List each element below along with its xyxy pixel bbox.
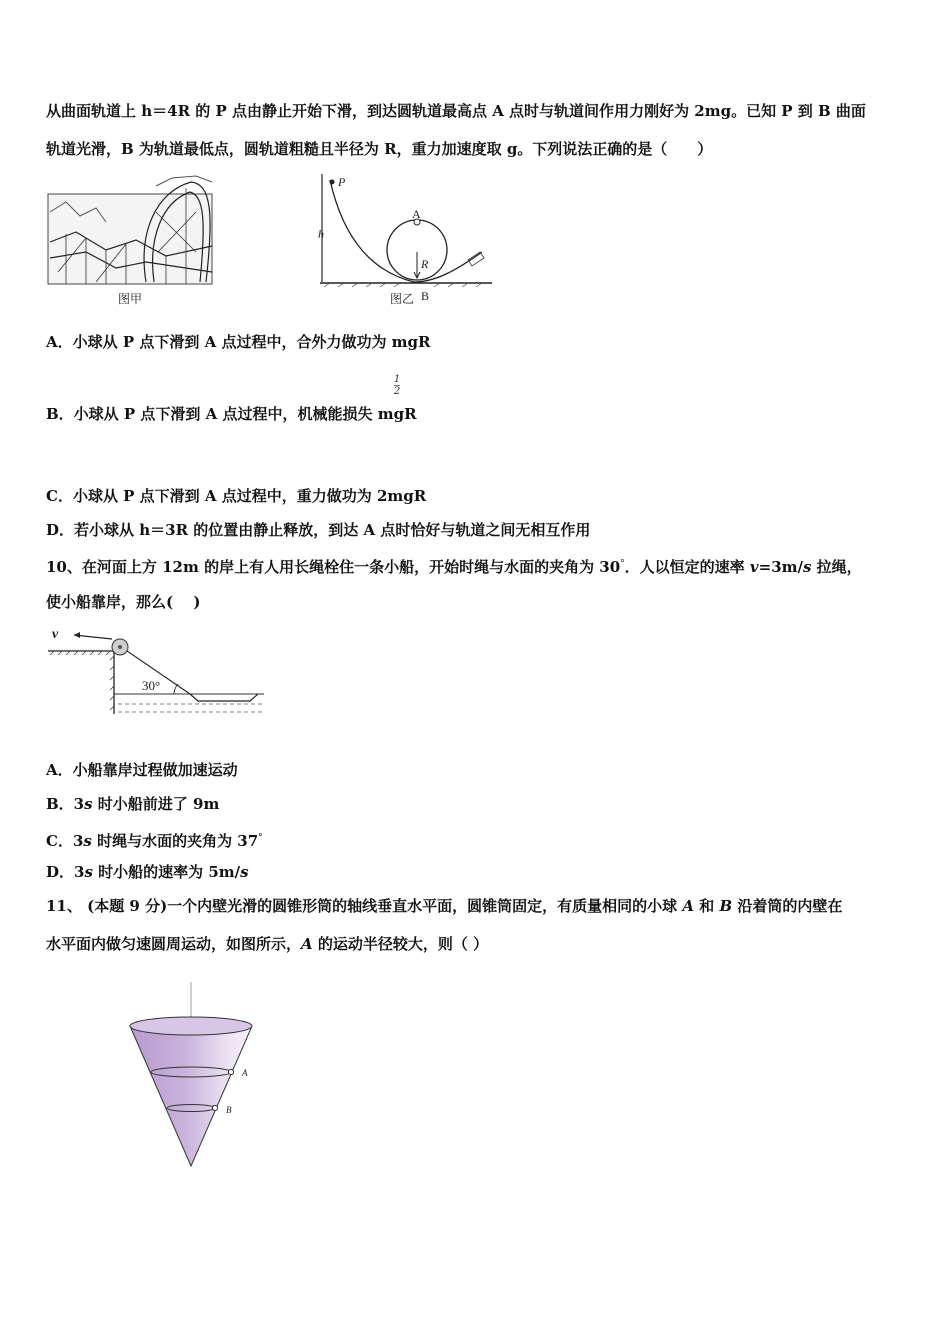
q11-fig-label-b: B — [226, 1105, 232, 1115]
q9-fraction-denominator: 2 — [393, 386, 401, 397]
q10-velocity-symbol: v — [749, 558, 759, 576]
q11-figure-cone — [120, 980, 270, 1174]
q10-option-b-unit: s — [84, 795, 93, 813]
q11-stem-text-2: 和 — [694, 897, 720, 915]
q10-option-b-text: 时小船前进了 9m — [92, 795, 220, 813]
q11-stem-text-3: 沿着筒的内壁在 — [732, 897, 843, 915]
q11-ball-b-symbol: B — [719, 897, 733, 915]
q9-option-a: A．小球从 P 点下滑到 A 点过程中，合外力做功为 mgR — [46, 333, 431, 351]
q10-option-d-prefix: D．3 — [46, 863, 85, 881]
q10-fig-label-v: v — [52, 627, 59, 642]
q11-stem-line-1 — [46, 896, 842, 916]
q11-fig-ball-a — [228, 1069, 233, 1074]
q10-option-c-unit: s — [83, 832, 92, 850]
q9-figure-jia — [46, 172, 218, 310]
q10-degree-sign: ° — [620, 559, 625, 569]
q10-option-d-text: 时小船的速率为 5m/ — [92, 863, 241, 881]
q10-fig-angle-label: 30° — [142, 678, 161, 693]
q10-stem-text-1: 10、在河面上方 12m 的岸上有人用长绳栓住一条小船，开始时绳与水面的夹角为 30 — [46, 558, 621, 576]
q11-fig-cone-rim — [130, 1017, 252, 1035]
q11-stem-text-5: 的运动半径较大，则（ ） — [312, 935, 489, 953]
q9-fig-label-r: R — [421, 257, 429, 271]
q10-stem-line-1 — [46, 554, 862, 577]
q10-stem-text-3: =3m/ — [758, 558, 803, 576]
q11-fig-label-a: A — [242, 1068, 248, 1078]
q11-ball-a-symbol: A — [682, 897, 695, 915]
q10-stem-line-2: 使小船靠岸，那么( ) — [46, 593, 201, 611]
q10-option-b-prefix: B．3 — [46, 795, 85, 813]
q9-stem-line-1: 从曲面轨道上 h＝4R 的 P 点由静止开始下滑，到达圆轨道最高点 A 点时与轨道间作用力刚好为 2mg。已知 P 到 B 曲面 — [46, 102, 866, 120]
q11-stem-text-4: 水平面内做匀速圆周运动，如图所示， — [46, 935, 302, 953]
q10-fig-boat — [190, 694, 258, 701]
q11-stem-text-1: 11、 (本题 9 分)一个内壁光滑的圆锥形筒的轴线垂直水平面，圆锥筒固定，有质量相同的小球 — [46, 897, 683, 915]
q9-fig-label-h: h — [318, 227, 324, 241]
q10-figure — [46, 622, 270, 720]
q9-option-b-fraction — [392, 374, 402, 397]
q10-option-d — [46, 862, 249, 882]
q10-fig-velocity-arrow — [74, 632, 80, 638]
q10-option-d-unit: s — [84, 863, 93, 881]
q9-stem-line-2: 轨道光滑，B 为轨道最低点，圆轨道粗糙且半径为 R，重力加速度取 g。下列说法正确的是（ ） — [46, 140, 713, 158]
q9-figure-yi — [314, 172, 496, 310]
q10-stem-text-2: ．人以恒定的速率 — [624, 558, 750, 576]
q9-option-b: B．小球从 P 点下滑到 A 点过程中，机械能损失 mgR — [46, 405, 417, 423]
q9-fraction-numerator: 1 — [393, 374, 401, 385]
q11-fig-ball-b — [212, 1105, 217, 1110]
q9-option-d: D．若小球从 h＝3R 的位置由静止释放，到达 A 点时恰好与轨道之间无相互作用 — [46, 521, 591, 539]
q11-ball-a-symbol-2: A — [301, 935, 313, 953]
q9-fig-curved-track — [330, 180, 482, 282]
q11-stem-line-2 — [46, 934, 488, 954]
q11-fig-cone-body — [130, 1026, 252, 1166]
q10-option-d-unit-2: s — [240, 863, 249, 881]
q10-seconds-symbol: s — [802, 558, 812, 576]
q9-fig-label-a: A — [412, 207, 421, 221]
q10-stem-text-4: 拉绳， — [811, 558, 862, 576]
q9-figure-yi-label: 图乙 — [390, 292, 415, 306]
q9-fig-label-p: P — [338, 175, 346, 189]
q10-option-c — [46, 828, 263, 851]
q9-fig-label-b: B — [421, 289, 430, 303]
q10-option-c-prefix: C．3 — [46, 832, 84, 850]
q10-option-c-text: 时绳与水面的夹角为 37 — [91, 832, 259, 850]
q10-option-b — [46, 794, 219, 814]
q10-option-c-degree: ° — [258, 833, 263, 843]
q10-option-a: A．小船靠岸过程做加速运动 — [46, 761, 238, 779]
q9-option-c: C．小球从 P 点下滑到 A 点过程中，重力做功为 2mgR — [46, 487, 427, 505]
q9-figure-jia-label: 图甲 — [118, 292, 143, 306]
